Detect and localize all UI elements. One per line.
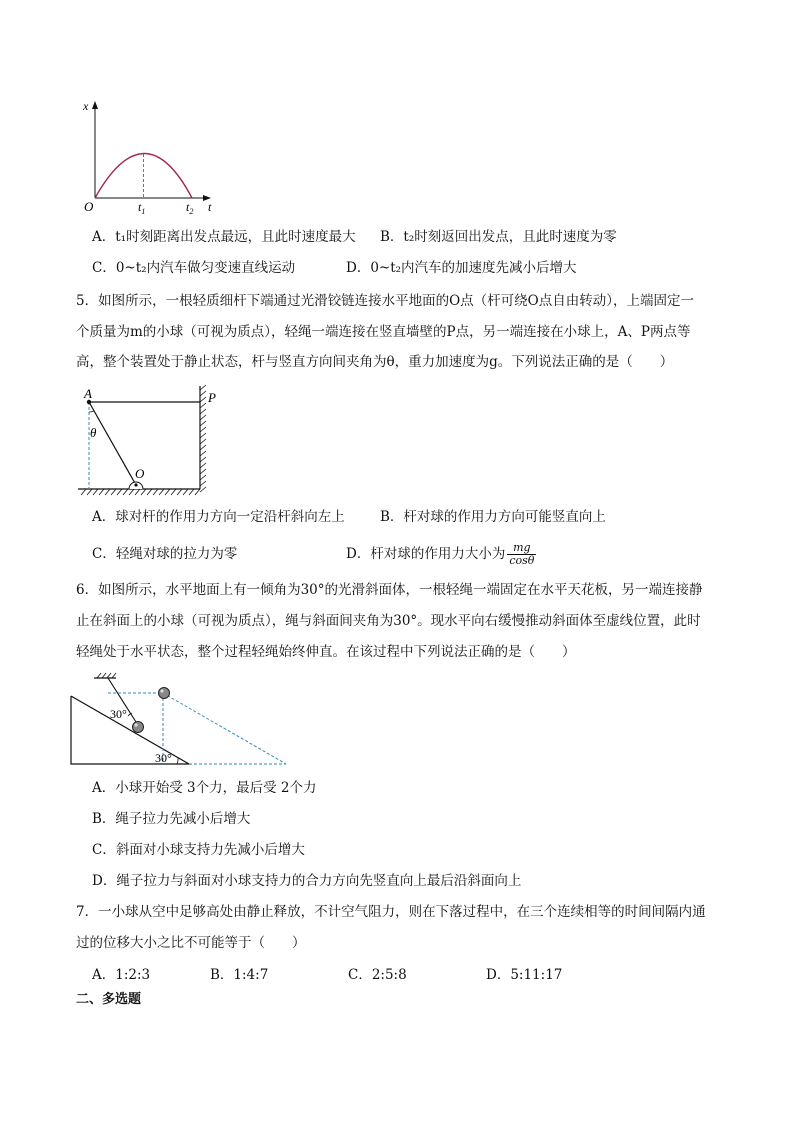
y-arrow	[92, 101, 98, 109]
q6-stem-line2: 止在斜面上的小球（可视为质点），绳与斜面间夹角为30°。现水平向右缓慢推动斜面体至虚线位置，此时	[76, 613, 701, 629]
q5-option-d-fraction	[507, 542, 536, 567]
q5-option-d-text: D．杆对球的作用力大小为	[346, 546, 506, 562]
q7-stem-line1: 7．一小球从空中足够高处由静止释放，不计空气阻力，则在下落过程中，在三个连续相等的时间间隔内通	[76, 904, 706, 920]
rod	[89, 402, 136, 485]
label-a: A	[84, 386, 92, 401]
q7-option-c[interactable]: C．2:5:8	[348, 967, 407, 983]
q5-option-a[interactable]: A．球对杆的作用力方向一定沿杆斜向左上	[92, 509, 345, 525]
q6-option-d[interactable]: D．绳子拉力与斜面对小球支持力的合力方向先竖直向上最后沿斜面向上	[92, 873, 522, 889]
theta-arc	[89, 411, 94, 412]
ceiling-hatch	[97, 673, 116, 678]
q6-option-c[interactable]: C．斜面对小球支持力先减小后增大	[92, 842, 305, 858]
x-axis-label: t	[208, 200, 212, 214]
q5-option-d[interactable]	[346, 537, 536, 571]
incline-figure	[66, 672, 326, 772]
q6-option-a[interactable]: A．小球开始受 3个力，最后受 2个力	[92, 780, 317, 796]
q4-option-d[interactable]: D．0~t₂内汽车的加速度先减小后增大	[346, 260, 577, 276]
q7-option-d[interactable]: D．5:11:17	[486, 967, 563, 983]
q5-option-c[interactable]: C．轻绳对球的拉力为零	[92, 546, 238, 562]
ball-initial	[133, 722, 144, 733]
q7-stem-line2: 过的位移大小之比不可能等于（ ）	[76, 935, 306, 951]
wall-hatch	[200, 385, 206, 492]
q5-stem-line3: 高，整个装置处于静止状态，杆与竖直方向间夹角为θ，重力加速度为g。下列说法正确的是（ ）	[76, 354, 674, 370]
q5-option-b[interactable]: B．杆对球的作用力方向可能竖直向上	[380, 509, 606, 525]
fraction-numerator: mg	[507, 542, 536, 555]
q6-option-b[interactable]: B．绳子拉力先减小后增大	[92, 811, 251, 827]
t2-label: $t_2$	[186, 200, 194, 216]
q5-stem-line1: 5．如图所示，一根轻质细杆下端通过光滑铰链连接水平地面的O点（杆可绕O点自由转动），上端固定一	[76, 293, 694, 309]
q4-option-a[interactable]: A．t₁时刻距离出发点最远，且此时速度最大	[92, 229, 356, 245]
rod-wall-figure	[74, 384, 224, 498]
q7-option-a[interactable]: A．1:2:3	[92, 967, 151, 983]
section-heading: 二、多选题	[76, 992, 142, 1007]
ball-final-highlight	[160, 689, 163, 692]
hinge-pin	[134, 483, 137, 486]
label-p: P	[208, 390, 216, 405]
rope-angle-label: 30°	[110, 707, 127, 721]
label-theta: θ	[90, 425, 97, 440]
t1-label: $t_1$	[138, 200, 146, 216]
incline-angle-label: 30°	[155, 751, 172, 765]
ground-hatch	[81, 489, 200, 495]
q4-option-b[interactable]: B．t₂时刻返回出发点，且此时速度为零	[380, 229, 617, 245]
q7-option-b[interactable]: B．1:4:7	[210, 967, 269, 983]
ball-final	[159, 688, 170, 699]
q6-stem-line1: 6．如图所示，水平地面上有一倾角为30°的光滑斜面体，一根轻绳一端固定在水平天花板，另一端连接静	[76, 582, 703, 598]
fraction-denominator: cosθ	[509, 554, 535, 567]
q6-stem-line3: 轻绳处于水平状态，整个过程轻绳始终伸直。在该过程中下列说法正确的是（ ）	[76, 644, 576, 660]
q5-stem-line2: 个质量为m的小球（可视为质点），轻绳一端连接在竖直墙壁的P点，另一端连接在小球上，A、P两点等	[76, 324, 691, 340]
y-axis-label: x	[83, 99, 89, 113]
origin-label: O	[84, 199, 94, 214]
x-t-graph	[80, 98, 220, 216]
label-o: O	[135, 466, 145, 481]
q4-option-c[interactable]: C．0~t₂内汽车做匀变速直线运动	[92, 260, 296, 276]
ball-initial-highlight	[134, 723, 137, 726]
incline-final-slope-dashed	[163, 693, 286, 764]
incline-angle-arc	[177, 758, 178, 764]
